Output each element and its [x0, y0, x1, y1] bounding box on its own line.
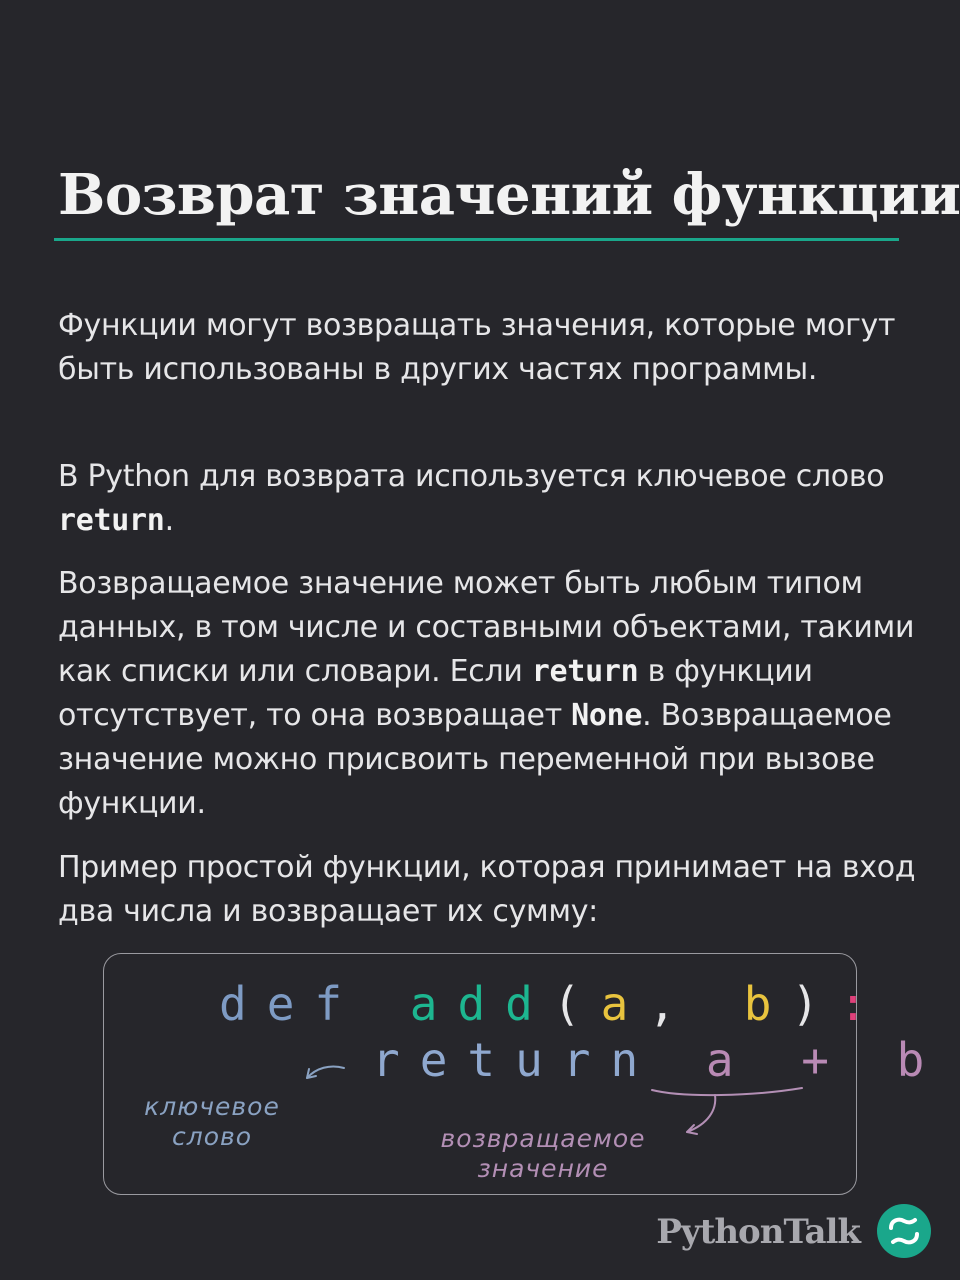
code-return-expression: a + b [705, 1033, 945, 1087]
paragraph-text: . [164, 503, 174, 538]
python-talk-logo-icon [877, 1204, 931, 1258]
inline-code-return: return [58, 503, 165, 538]
value-brace-icon [652, 1088, 802, 1095]
code-keyword-return: return [372, 1033, 659, 1087]
title-underline [54, 238, 899, 241]
code-arg-b: b [743, 977, 792, 1031]
paragraph-example-intro: Пример простой функции, которая принимает на вход два числа и возвращает их сумму: [58, 850, 916, 929]
code-comma: , [648, 977, 696, 1031]
code-paren-open: ( [552, 977, 601, 1031]
paragraph-return-keyword [58, 455, 938, 543]
page-title: Возврат значений функции [58, 162, 960, 228]
paragraph-text: Возвращаемое значение может быть любым типом данных, в том числе и составными объектами, такими как списки или словари. Если [58, 566, 915, 689]
code-arg-a: a [600, 977, 649, 1031]
code-paren-close: ) [791, 977, 840, 1031]
code-keyword-def: def [219, 977, 363, 1031]
annotation-keyword: ключевое слово [144, 1092, 280, 1151]
brand-name: PythonTalk [656, 1212, 860, 1252]
paragraph-text: в функции отсутствует, то она возвращает [58, 654, 813, 733]
paragraph-text: . Возвращаемое значение можно присвоить переменной при вызове функции. [58, 698, 892, 821]
code-function-name: add [409, 977, 553, 1031]
paragraph-return-types [58, 562, 938, 826]
code-example-box [103, 953, 945, 1195]
annotation-return-value: возвращаемое значение [440, 1124, 646, 1183]
paragraph-text: В Python для возврата используется ключевое слово [58, 459, 885, 494]
inline-code-none: None [571, 698, 643, 733]
paragraph-intro: Функции могут возвращать значения, которые могут быть использованы в других частях программы. [58, 308, 896, 387]
inline-code-return: return [531, 654, 639, 689]
code-colon: : [839, 977, 887, 1031]
